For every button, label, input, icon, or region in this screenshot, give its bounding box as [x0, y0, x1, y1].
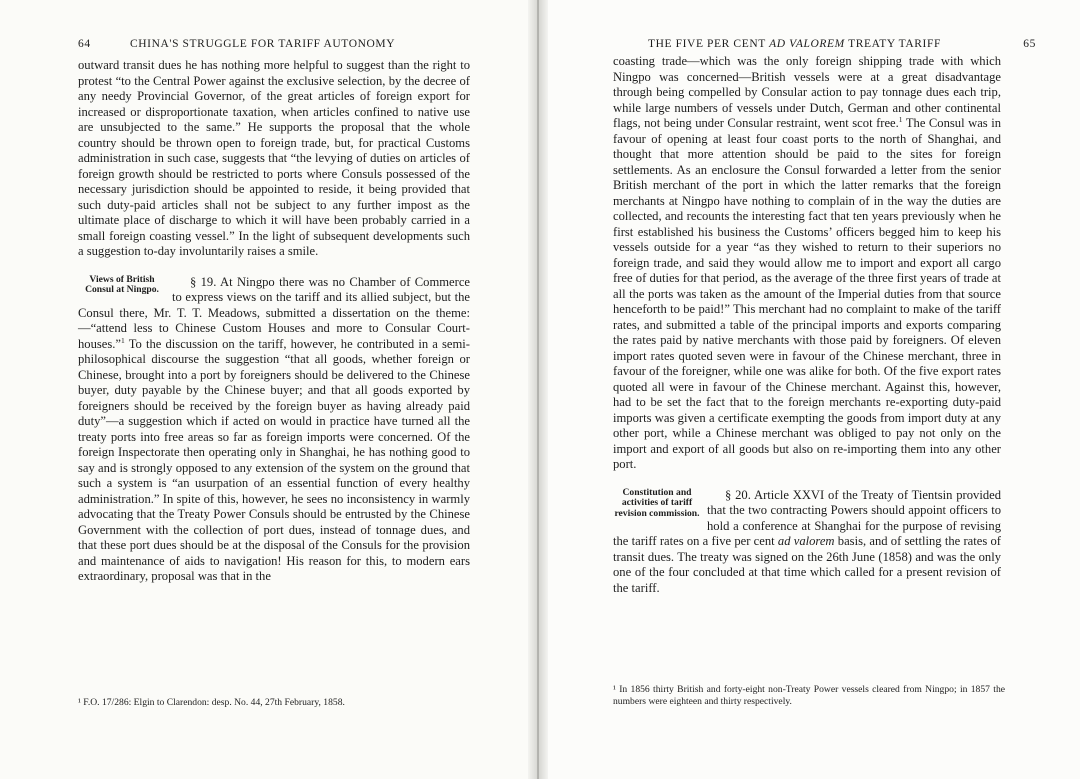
paragraph: outward transit dues he has nothing more helpful to suggest than the right to protest “to the Central Power against the exclusive selection, by the decree of any needy Provincial Governor, of the great articles of foreign export for increased or disproportionate taxation, when articles confined to native use are unsubjected to the same.” He supports the proposal that the whole country should be thrown open to foreign trade, but, for practical Customs administration in such case, suggests that “the levying of duties on articles of foreign growth should be restricted to ports where Consuls possessed of the necessary jurisdiction should be appointed to reside, it being provided that such duty-paid articles shall not be subject to any further impost as the ultimate place of discharge to which it will have been probably carried in a small foreign coasting vessel.” In the light of subsequent developments such a suggestion to-day involuntarily raises a smile.: [78, 58, 470, 258]
page-number: 65: [1023, 38, 1036, 50]
header-title: CHINA'S STRUGGLE FOR TARIFF AUTONOMY: [130, 38, 396, 50]
paragraph-text: The Consul was in favour of opening at least four coast ports to the north of Shanghai, and thought that more attention should be paid to the sites for foreign settlements. As an enclosure the Consul forwarded a letter from the senior British merchant of the port in which the latter remarks that the foreign merchants at Ningpo have nothing to complain of in the way the duties are collected, and recounts the interesting fact that ten years previously when he first established his business the Customs’ officers begged him to keep his vessels outside for a year “as they wished to return to their superiors no foreign trade, and said they would allow me to import and export all cargo free of duties for that period, as the average of the three first years of trade at all the ports was taken as the amount of the Imperial duties from that source henceforth to be paid!” This merchant had no complaint to make of the tariff rates, and submitted a table of the principal imports and exports comparing the rates paid by native merchants with those paid by foreigners. Of eleven import rates quoted seven were in favour of the Chinese merchant, three in favour of the foreigner, while one was alike for both. Of the five export rates quoted all were in favour of the Chinese merchant. Against this, however, had to be set the fact that to the foreign merchants re-exporting duty-paid imports was given a certificate exempting the goods from import duty at any other port, while a Chinese merchant was obliged to pay not only on the import and export of all goods but also on re-importing them into any other port.: [613, 116, 1001, 471]
header-title-part: TREATY TARIFF: [844, 38, 941, 50]
footnote: ¹ F.O. 17/286: Elgin to Clarendon: desp. No. 44, 27th February, 1858.: [78, 697, 345, 708]
paragraph-text: Article XXVI of the Treaty of Tientsin provided that the two contracting Powers should appoint officers to hold a conference at Shanghai for the purpose of revising the tariff rates on a five per cent: [613, 487, 1002, 548]
marginal-note: Constitution and activities of tariff revision commission.: [614, 486, 700, 519]
paragraph-text: basis, and of settling the rates of transit dues. The treaty was signed on the 26th June (1858) and was the only one of the four concluded at that time which called for a present revision of the tariff.: [613, 534, 1001, 595]
paragraph: [613, 54, 1001, 473]
header-title-italic: AD VALOREM: [769, 38, 845, 50]
section-label: § 19.: [190, 274, 217, 289]
left-page: [0, 0, 538, 779]
paragraph: [78, 275, 470, 585]
footnote-ref: 1: [121, 335, 125, 345]
paragraph-text: At Ningpo there was no Chamber of Commerce to express views on the tariff and its allied subject, but the Consul there, Mr. T. T. Meadows, submitted a dissertation on the theme:—“attend less to Chinese Custom Houses and more to Consular Court-houses.”: [78, 274, 470, 351]
header-title: [648, 38, 941, 50]
book-gutter: [528, 0, 548, 779]
header-title-part: THE FIVE PER CENT: [648, 38, 770, 50]
paragraph-italic: ad valorem: [777, 534, 835, 548]
footnote: ¹ In 1856 thirty British and forty-eight non-Treaty Power vessels cleared from Ningpo; in 1857 the numbers were eighteen and thirty respectively.: [613, 684, 1005, 707]
body-text: [613, 54, 1001, 596]
paragraph-text: coasting trade—which was the only foreign shipping trade with which Ningpo was concerned—British vessels were at a great disadvantage through being compelled by Consular action to pay tonnage dues each trip, while large numbers of vessels under Dutch, German and other continental flags, not being under Consular restraint, went scot free.: [613, 54, 1001, 130]
marginal-note: Views of British Consul at Ningpo.: [85, 273, 159, 295]
body-text: [78, 58, 470, 585]
footnote-ref: 1: [898, 114, 903, 124]
section-label: § 20.: [725, 487, 751, 502]
right-page: [540, 0, 1080, 779]
page-number: 64: [78, 38, 91, 50]
paragraph-text: To the discussion on the tariff, however, he contributed in a semi-philosophical discourse the suggestion “that all goods, whether foreign or Chinese, brought into a port by foreigners should be delivered to the Chinese buyer, duty payable by the Chinese buyer; and that all goods exported by foreigners should be received by the foreign buyer as having already paid duty”—a suggestion which if acted on would in practice have turned all the treaty ports into free areas so far as foreign imports were concerned. Of the foreign Inspectorate then operating only in Shanghai, he has nothing good to say and is strongly opposed to any extension of the system on the ground that such a system is “an usurpation of an essential function of every healthy administration.” In spite of this, however, he sees no inconsistency in warmly advocating that the Treaty Power Consuls should be entrusted by the Chinese Government with the collection of port dues, instead of tonnage dues, and that these port dues should be at the disposal of the Consuls for the provision and maintenance of aids to navigation! His reason for this, to modern ears extraordinary, proposal was that in the: [78, 336, 470, 583]
